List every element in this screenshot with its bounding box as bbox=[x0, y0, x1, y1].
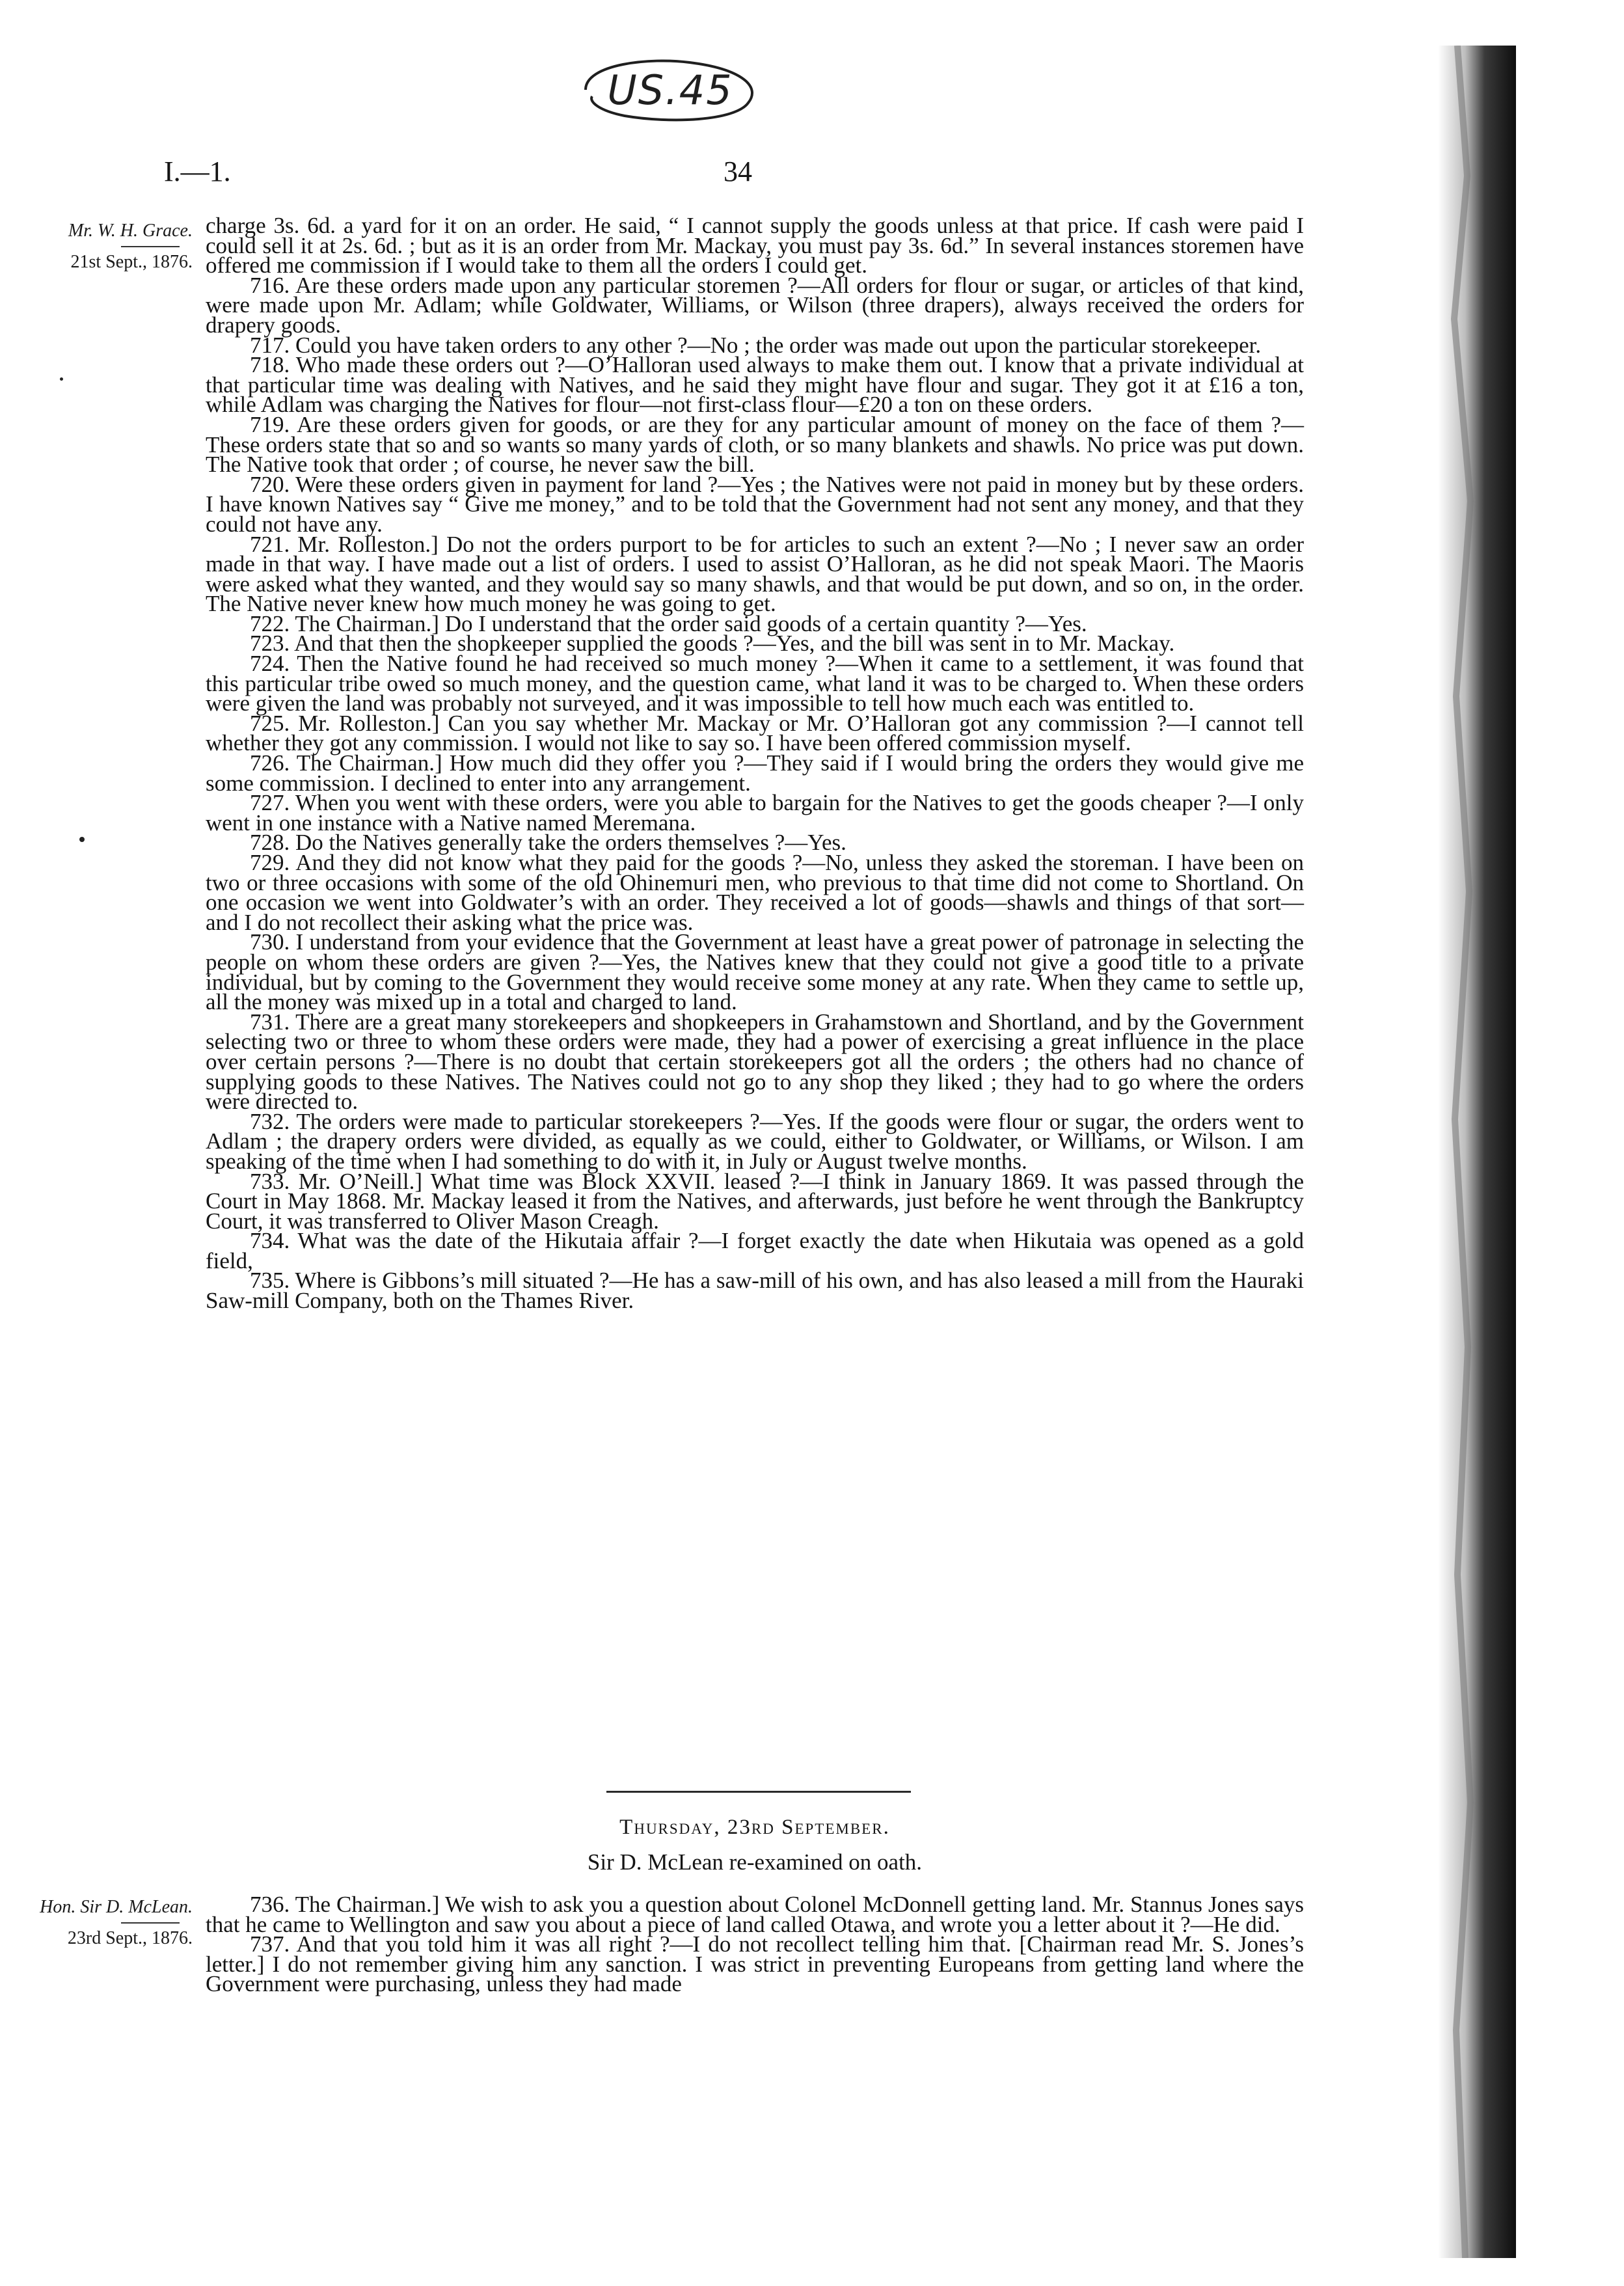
paragraph: 735. Where is Gibbons’s mill situated ?—He has a saw-mill of his own, and has also leased a mill from the Hauraki Saw-mill Company, both on the Thames River. bbox=[206, 1268, 1304, 1314]
margin-note-date: 23rd Sept., 1876. bbox=[67, 1928, 193, 1948]
paragraph: 737. And that you told him it was all right ?—I do not recollect telling him that. [Chairman read Mr. S. Jones’s letter.] I do not remember giving him any sanction. I was strict in preventing Europeans from getting land where the Government were purchasing, unless they had made bbox=[206, 1931, 1304, 1997]
paragraph: charge 3s. 6d. a yard for it on an order. He said, “ I cannot supply the goods unless at that price. If cash were paid I could sell it at 2s. 6d. ; but as it is an order from Mr. Mackay, you must pay 3s. 6d.” In several instances storemen have offered me commission if I would take to them all the orders I could get. bbox=[206, 213, 1304, 279]
paragraph: 733. Mr. O’Neill.] What time was Block XXVII. leased ?—I think in January 1869. It was passed through the Court in May 1868. Mr. Mackay leased it from the Natives, and afterwards, just before he went through the Bankruptcy Court, it was transferred to Oliver Mason Creagh. bbox=[206, 1168, 1304, 1234]
day-heading: Thursday, 23rd September. bbox=[619, 1816, 890, 1839]
page-edge-shadow bbox=[1438, 46, 1516, 2258]
margin-mark bbox=[79, 837, 85, 842]
paragraph: 734. What was the date of the Hikutaia affair ?—I forget exactly the date when Hikutaia was opened as a gold field, bbox=[206, 1228, 1304, 1273]
margin-note-grace bbox=[13, 219, 193, 275]
paragraph: 730. I understand from your evidence that the Government at least have a great power of patronage in selecting the people on whom these orders are given ?—Yes, the Natives knew that they could not give a good title to a private individual, but by coming to the Government they would receive some money at any rate. When they came to settle up, all the money was mixed up in a total and charged to land. bbox=[206, 929, 1304, 1015]
paragraph: 718. Who made these orders out ?—O’Halloran used always to make them out. I know that a private individual at that particular time was dealing with Natives, and he said they might have flour and sugar. They got it at £16 a ton, while Adlam was charging the Natives for flour—not first-class flour—£20 a ton on these orders. bbox=[206, 352, 1304, 418]
paragraph: 721. Mr. Rolleston.] Do not the orders purport to be for articles to such an extent ?—No ; I never saw an order made in that way. I have made out a list of orders. I used to assist O’Halloran, as he did not speak Maori. The Maoris were asked what they wanted, and they would say so many shawls, and that would be put down, and so on, in the order. The Native never knew how much money he was going to get. bbox=[206, 531, 1304, 617]
margin-note-date: 21st Sept., 1876. bbox=[70, 252, 193, 272]
section-divider bbox=[606, 1791, 911, 1793]
paragraph: 724. Then the Native found he had received so much money ?—When it came to a settlement, it was found that this particular tribe owed so much money, and the question came, what land it was to be charged to. When these orders were given the land was probably not surveyed, and it was impossible to tell how much each was entitled to. bbox=[206, 651, 1304, 716]
margin-mark bbox=[60, 377, 63, 381]
series-number: I.—1. bbox=[164, 156, 231, 187]
paragraph: 716. Are these orders made upon any particular storemen ?—All orders for flour or sugar, or articles of that kind, were made upon Mr. Adlam; while Goldwater, Williams, or Wilson (three drapers), always received the orders for drapery goods. bbox=[206, 272, 1304, 338]
margin-note-mclean bbox=[13, 1895, 193, 1951]
archive-stamp bbox=[573, 51, 768, 129]
paragraph: 723. And that then the shopkeeper supplied the goods ?—Yes, and the bill was sent in to Mr. Mackay. bbox=[250, 631, 1175, 657]
paragraph: 726. The Chairman.] How much did they offer you ?—They said if I would bring the orders they would give me some commission. I declined to enter into any arrangement. bbox=[206, 750, 1304, 796]
paragraph: 719. Are these orders given for goods, or are they for any particular amount of money on the face of them ?—These orders state that so and so wants so many yards of cloth, or so many blankets and shawls. No price was put down. The Native took that order ; of course, he never saw the bill. bbox=[206, 411, 1304, 478]
paragraph: 725. Mr. Rolleston.] Can you say whether Mr. Mackay or Mr. O’Halloran got any commission ?—I cannot tell whether they got any commission. I would not like to say so. I have been offered commission myself. bbox=[206, 710, 1304, 756]
paragraph: 727. When you went with these orders, were you able to bargain for the Natives to get the goods cheaper ?—I only went in one instance with a Native named Meremana. bbox=[206, 790, 1304, 836]
stamp-text: US.45 bbox=[607, 66, 733, 114]
paragraph: 728. Do the Natives generally take the orders themselves ?—Yes. bbox=[250, 830, 846, 856]
witness-heading: Sir D. McLean re-examined on oath. bbox=[587, 1849, 923, 1875]
paragraph: 722. The Chairman.] Do I understand that the order said goods of a certain quantity ?—Yes. bbox=[250, 610, 1087, 636]
paragraph: 732. The orders were made to particular storekeepers ?—Yes. If the goods were flour or sugar, the orders went to Adlam ; the drapery orders were divided, as equally as we could, either to Goldwater, or Williams, or Wilson. I am speaking of the time when I had something to do with it, in July or August twelve months. bbox=[206, 1108, 1304, 1174]
margin-note-name: Mr. W. H. Grace. bbox=[68, 221, 193, 241]
paragraph: 731. There are a great many storekeepers and shopkeepers in Grahamstown and Shortland, and by the Government selecting two or three to whom these orders were made, they had a power of exercising a great influence in the place over certain persons ?—There is no doubt that certain storekeepers got all the orders ; the others had no chance of supplying goods to these Natives. The Natives could not go to any shop they liked ; they had to go where the orders were directed to. bbox=[206, 1009, 1304, 1115]
margin-note-rule bbox=[121, 246, 180, 247]
paragraph: 736. The Chairman.] We wish to ask you a question about Colonel McDonnell getting land. Mr. Stannus Jones says that he came to Wellington and saw you about a piece of land called Otawa, and wrote you a letter about it ?—He did. bbox=[206, 1892, 1304, 1937]
paragraph: 717. Could you have taken orders to any other ?—No ; the order was made out upon the particular storekeeper. bbox=[250, 332, 1262, 358]
testimony-body-2 bbox=[206, 1892, 1304, 1997]
page-number: 34 bbox=[724, 156, 752, 187]
margin-note-rule bbox=[121, 1922, 180, 1924]
testimony-body bbox=[206, 213, 1304, 1314]
paragraph: 720. Were these orders given in payment for land ?—Yes ; the Natives were not paid in money but by these orders. I have known Natives say “ Give me money,” and to be told that the Government had not sent any money, and that they could not have any. bbox=[206, 471, 1304, 537]
margin-note-name: Hon. Sir D. McLean. bbox=[40, 1897, 193, 1917]
paragraph: 729. And they did not know what they paid for the goods ?—No, unless they asked the storeman. I have been on two or three occasions with some of the old Ohinemuri men, who previous to that time did not come to Shortland. On one occasion we went into Goldwater’s with an order. They received a lot of goods—shawls and things of that sort—and I do not recollect their asking what the price was. bbox=[206, 850, 1304, 935]
